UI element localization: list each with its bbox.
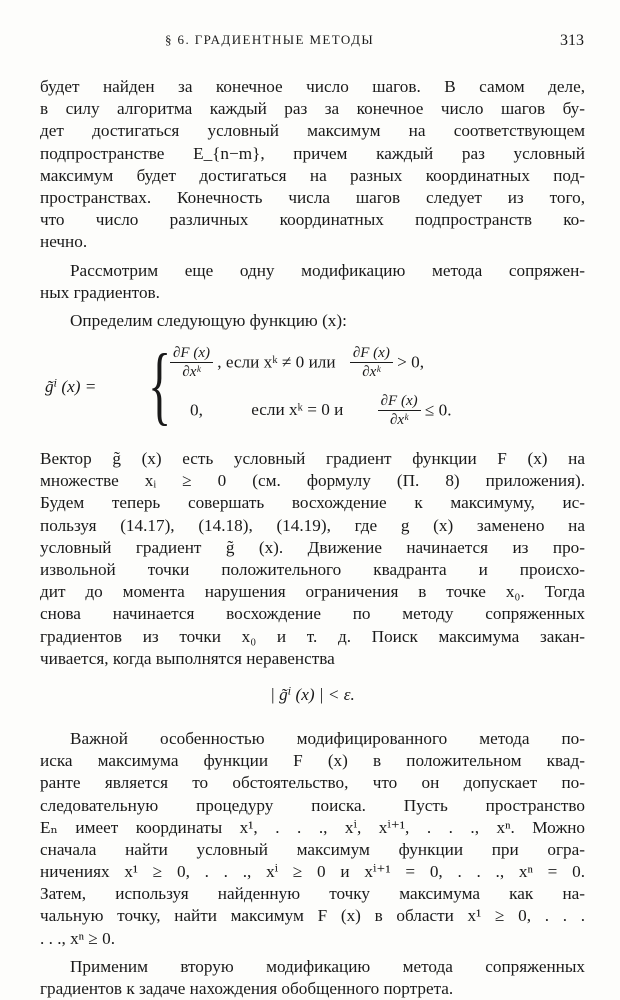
text-line: условный градиент g̃ (x). Движение начинается из про- — [40, 537, 585, 557]
text-line: чальную точку, найти максимум F (x) в области x¹ ≥ 0, . . . — [40, 906, 585, 926]
text-line: Eₙ имеет координаты x¹, . . ., xⁱ, xⁱ⁺¹, . . ., xⁿ. Можно — [40, 817, 585, 837]
text-line: снова начинается восхождение по методу сопряженных — [40, 604, 585, 624]
text-line: градиентов к задаче нахождения обобщенного портрета. — [40, 979, 454, 998]
page-header — [0, 32, 620, 52]
text-line: дет достигаться условный максимум на соответствующем — [40, 121, 585, 141]
text-line: Будем теперь совершать восхождение к максимуму, ис- — [40, 493, 585, 513]
formula-inequality: ≤ 0. — [424, 400, 452, 420]
formula-lhs: g̃ⁱ (x) = — [45, 377, 97, 397]
page-number: 313 — [560, 32, 584, 49]
formula-condition: если xᵏ = 0 и — [251, 400, 344, 420]
paragraph-1 — [40, 76, 585, 254]
formula-row-2 — [190, 392, 452, 429]
text-line: сначала найти условный максимум функции при огра- — [40, 839, 585, 859]
text-line: подпространстве E_{n−m}, причем каждый раз условный — [40, 143, 585, 163]
text-line: максимум будет достигаться на разных координатных под- — [40, 165, 585, 185]
text-line: Вектор g̃ (x) есть условный градиент функции F (x) на — [40, 449, 585, 469]
paragraph-5 — [40, 728, 585, 950]
paragraph-6 — [40, 956, 585, 1000]
formula-inequality: > 0, — [397, 352, 425, 372]
text-line: извольной точки положительного квадранта и происхо- — [40, 560, 585, 579]
inequality-formula: | g̃ⁱ (x) | < ε. — [270, 684, 355, 704]
piecewise-formula — [40, 337, 585, 440]
text-line: нечно. — [40, 232, 88, 252]
text-line: множестве xᵢ ≥ 0 (см. формулу (П. 8) приложения). — [40, 471, 585, 491]
fraction: $\frac{\partial F (x)}{\text{∂xᵏ}}$ — [350, 344, 393, 381]
text-line: Затем, используя найденную точку максимума как на- — [40, 884, 585, 904]
text-line: пользуя (14.17), (14.18), (14.19), где g (x) заменено на — [40, 515, 585, 535]
text-line: ранте является то обстоятельство, что он допускает по- — [40, 773, 585, 793]
text-line: пространствах. Конечность числа шагов следует из того, — [40, 187, 585, 207]
text-line: Важной особенностью модифицированного метода по- — [70, 728, 585, 748]
formula-value: 0, — [190, 400, 203, 420]
paragraph-2 — [40, 260, 585, 304]
body-text — [40, 76, 585, 1000]
fraction: $\frac{\partial F (x)}{\text{∂xᵏ}}$ — [170, 344, 213, 381]
formula-row-1 — [170, 344, 424, 381]
text-line: следовательную процедуру поиска. Пусть пространство — [40, 795, 585, 815]
paragraph-4 — [40, 448, 585, 670]
left-brace: { — [148, 337, 172, 435]
formula-condition: , если xᵏ ≠ 0 или — [217, 352, 336, 372]
text-line: чивается, когда выполнятся неравенства — [40, 648, 335, 668]
section-title: § 6. ГРАДИЕНТНЫЕ МЕТОДЫ — [165, 32, 375, 47]
text-line: ничениях x¹ ≥ 0, . . ., xⁱ ≥ 0 и xⁱ⁺¹ = 0, . . ., xⁿ = 0. — [40, 862, 585, 882]
text-line: ных градиентов. — [40, 282, 160, 302]
text-line: иска максимума функции F (x) в положительном квад- — [40, 751, 585, 771]
text-line: дит до момента нарушения ограничения в точке x₀. Тогда — [40, 582, 585, 602]
fraction: $\frac{\partial F (x)}{\text{∂xᵏ}}$ — [378, 392, 421, 429]
text-line: Рассмотрим еще одну модификацию метода сопряжен- — [70, 260, 585, 280]
text-line: что число различных координатных подпространств ко- — [40, 210, 585, 230]
text-line: в силу алгоритма каждый раз за конечное число шагов бу- — [40, 99, 585, 119]
text-line: Применим вторую модификацию метода сопряженных — [70, 956, 585, 976]
paragraph-3: Определим следующую функцию (x): — [70, 310, 347, 330]
text-line: градиентов из точки x₀ и т. д. Поиск максимума закан- — [40, 626, 585, 646]
text-line: будет найден за конечное число шагов. В самом деле, — [40, 77, 585, 96]
text-line: . . ., xⁿ ≥ 0. — [40, 928, 116, 948]
